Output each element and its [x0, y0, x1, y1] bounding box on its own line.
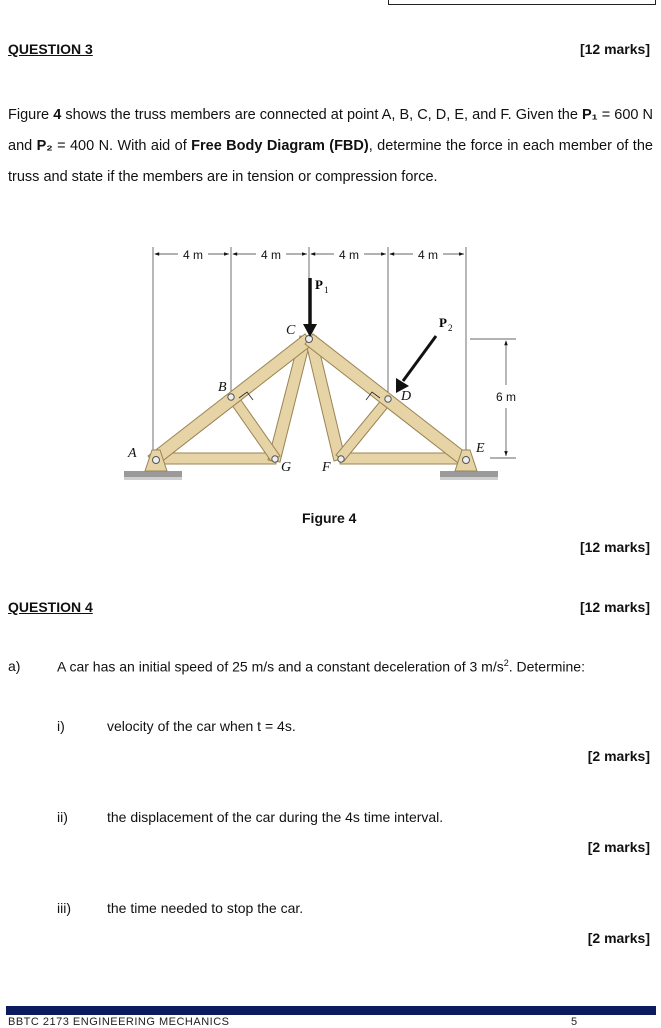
para-text: = 600 N and [8, 107, 654, 154]
member-df [336, 398, 392, 461]
part-a-text [57, 658, 585, 675]
dim-label-3: 4 m [338, 248, 360, 262]
para-text: , determine the force in each member of the truss and state if the members are in tension or compression force. [8, 138, 653, 185]
item-iii-marks: [2 marks] [587, 930, 650, 946]
item-i-text: velocity of the car when t = 4s. [107, 718, 296, 734]
load-p1-label: P [315, 277, 323, 292]
dim-label-4: 4 m [417, 248, 439, 262]
load-p2-arrow [396, 336, 436, 393]
load-p2-sub: 2 [448, 323, 453, 333]
dim-label-2: 4 m [260, 248, 282, 262]
joint-label-f: F [322, 460, 331, 475]
ground-left [124, 471, 182, 480]
p1-symbol: P₁ [581, 107, 598, 123]
load-p1-sub: 1 [324, 285, 329, 295]
part-a-post: . Determine: [508, 658, 585, 675]
footer-course: BBTC 2173 ENGINEERING MECHANICS [8, 1016, 230, 1028]
figure-ref: 4 [53, 107, 62, 123]
item-i-num: i) [57, 718, 65, 734]
item-iii-num: iii) [57, 900, 71, 916]
joint-label-g: G [281, 460, 292, 475]
part-a-pre: A car has an initial speed of 25 m/s and a constant deceleration of 3 m/s [57, 658, 504, 675]
joint-label-e: E [476, 441, 485, 456]
item-i-marks: [2 marks] [587, 748, 650, 764]
question-4-marks: [12 marks] [579, 599, 650, 615]
question-4-title: QUESTION 4 [8, 599, 93, 615]
right-angle-marks [239, 392, 380, 400]
load-p2-label: P [439, 315, 447, 330]
joint-label-b: B [218, 380, 227, 395]
joint-label-a: A [128, 446, 137, 461]
para-text: shows the truss members are connected at point A, B, C, D, E, and F. Given the [61, 107, 582, 123]
header-box [388, 0, 656, 5]
question-3-paragraph [8, 100, 653, 193]
item-ii-marks: [2 marks] [587, 839, 650, 855]
fbd-term: Free Body Diagram (FBD) [191, 138, 369, 154]
item-ii-text: the displacement of the car during the 4s time interval. [107, 809, 444, 825]
footer-page-number: 5 [571, 1016, 578, 1028]
part-a-sup: 2 [503, 658, 509, 668]
figure-caption: Figure 4 [302, 510, 357, 526]
part-a-label: a) [8, 658, 21, 674]
joint-label-c: C [286, 323, 296, 338]
item-ii-num: ii) [57, 809, 68, 825]
question-3-marks: [12 marks] [579, 41, 650, 57]
ground-right [440, 471, 498, 480]
para-text: = 400 N. With aid of [52, 138, 192, 154]
dim-label-1: 4 m [182, 248, 204, 262]
item-iii-text: the time needed to stop the car. [107, 900, 304, 916]
truss-figure [115, 236, 535, 496]
question-3-title: QUESTION 3 [8, 41, 93, 57]
footer-bar [6, 1006, 656, 1015]
para-text: Figure [8, 107, 54, 123]
joint-label-d: D [401, 389, 412, 404]
question-3-bottom-marks: [12 marks] [579, 539, 650, 555]
dim-label-height: 6 m [495, 390, 517, 404]
p2-symbol: P₂ [36, 138, 53, 154]
